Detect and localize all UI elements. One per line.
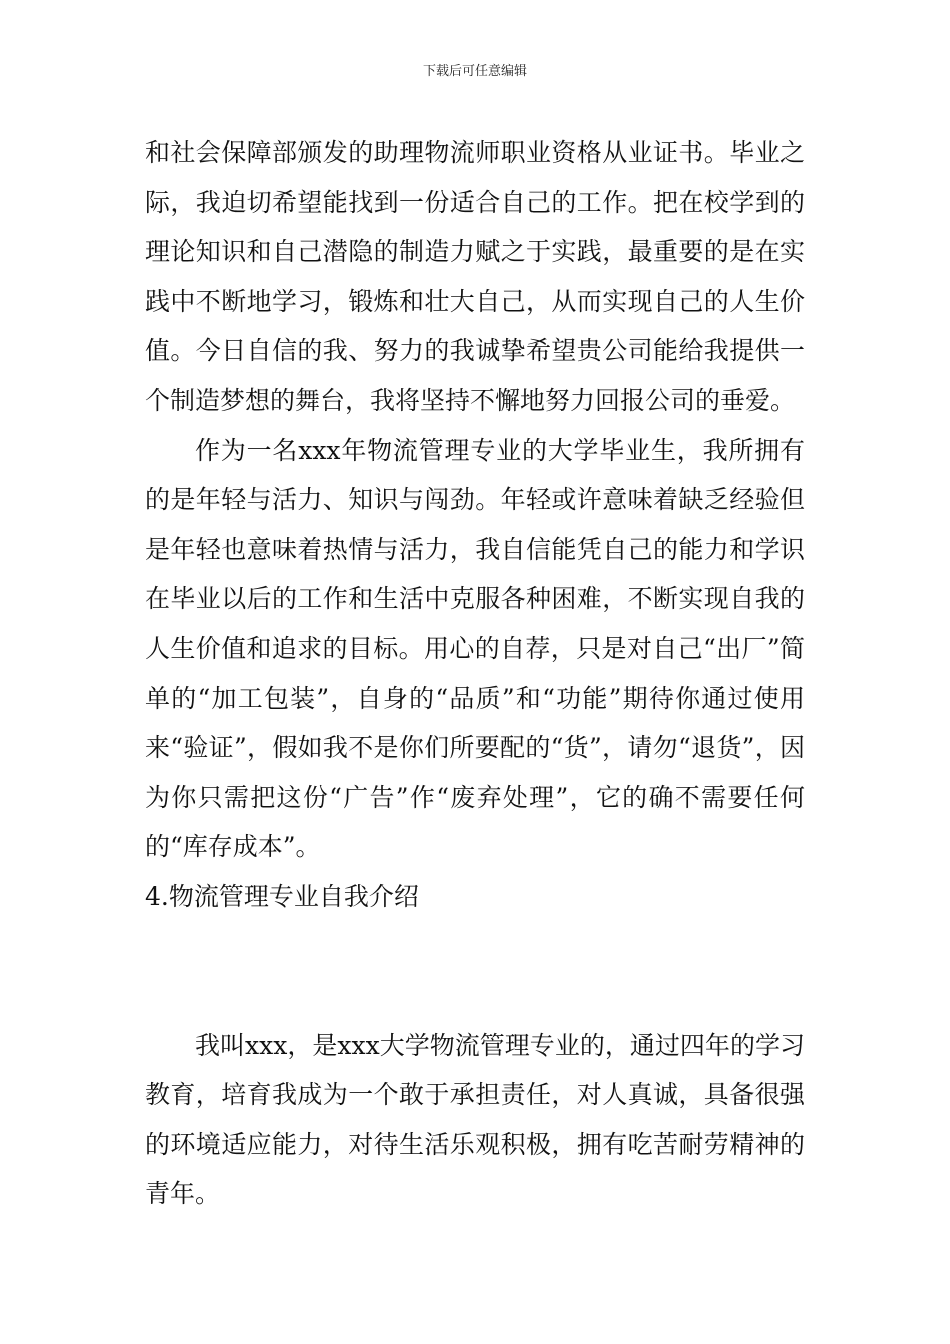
section-heading: 4.物流管理专业自我介绍 [145, 881, 419, 911]
page-header-note: 下载后可任意编辑 [422, 64, 527, 79]
section-spacer [145, 922, 805, 1021]
document-body [145, 128, 805, 1219]
paragraph-self-recommendation: 作为一名xxx年物流管理专业的大学毕业生，我所拥有的是年轻与活力、知识与闯劲。年轻或许意味着缺乏经验但是年轻也意味着热情与活力，我自信能凭自己的能力和学识在毕业以后的工作和生活中克服各种困难，不断实现自我的人生价值和追求的目标。用心的自荐，只是对自己“出厂”简单的“加工包装”，自身的“品质”和“功能”期待你通过使用来“验证”，假如我不是你们所要配的“货”，请勿“退货”，因为你只需把这份“广告”作“废弃处理”，它的确不需要任何的“库存成本”。 [145, 435, 805, 862]
paragraph-self-introduction: 我叫xxx，是xxx大学物流管理专业的，通过四年的学习教育，培育我成为一个敢于承担责任，对人真诚，具备很强的环境适应能力，对待生活乐观积极，拥有吃苦耐劳精神的青年。 [145, 1030, 805, 1209]
paragraph-continued: 和社会保障部颁发的助理物流师职业资格从业证书。毕业之际，我迫切希望能找到一份适合自己的工作。把在校学到的理论知识和自己潜隐的制造力赋之于实践，最重要的是在实践中不断地学习，锻炼和壮大自己，从而实现自己的人生价值。今日自信的我、努力的我诚挚希望贵公司能给我提供一个制造梦想的舞台，我将坚持不懈地努力回报公司的垂爱。 [145, 138, 805, 415]
